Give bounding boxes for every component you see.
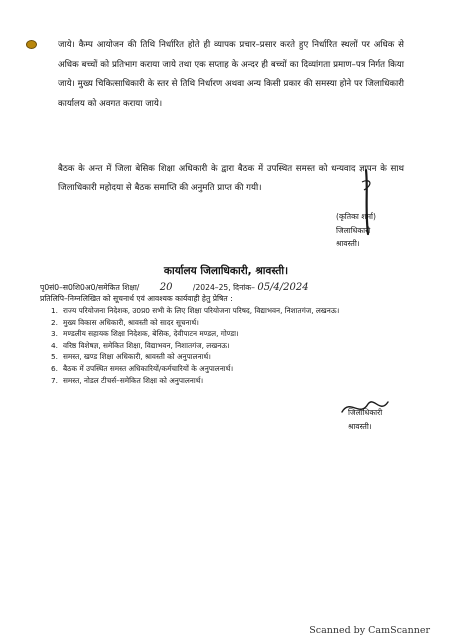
list-item: 4. वरिष्ठ विशेषज्ञ, समेकित शिक्षा, विद्याभवन, निशातगंज, लखनऊ। [51, 340, 230, 350]
reference-prefix: पृ0सं0–स0शि0अ0/समेकित शिक्षा/ [40, 283, 140, 292]
scanner-watermark: Scanned by CamScanner [309, 625, 430, 636]
list-item: 2. मुख्य विकास अधिकारी, श्रावस्ती को सादर सूचनार्थ। [51, 317, 199, 327]
signature-block-2 [348, 406, 428, 433]
list-item: 6. बैठक में उपस्थित समस्त अधिकारियों/कर्मचारियों के अनुपालनार्थ। [51, 363, 234, 373]
reference-date-handwritten: 05/4/2024 [257, 282, 309, 293]
reference-number-handwritten: 20 [159, 282, 173, 293]
list-item: 5. समस्त, खण्ड शिक्षा अधिकारी, श्रावस्ती को अनुपालनार्थ। [51, 352, 211, 362]
paragraph-1: जाये। कैम्प आयोजन की तिथि निर्धारित होते ही व्यापक प्रचार–प्रसार करते हुए निर्धारित स्थलों पर अधिक से अधिक बच्चों को प्रतिभाग कराया जाये तथा एक सप्ताह के अन्दर ही बच्चों का दिव्यांगता प्रमाण–पत्र निर्गत किया जाये। मुख्य चिकित्साधिकारी के स्तर से तिथि निर्धारण अथवा अन्य किसी प्रकार की समस्या होने पर जिलाधिकारी कार्यालय को अवगत कराया जाये। [58, 40, 404, 109]
recipient-list [40, 305, 385, 386]
signatory-designation: जिलाधिकारी [348, 408, 383, 417]
list-item: 7. समस्त, नोडल टीचर्स–समेकित शिक्षा को अनुपालनार्थ। [51, 375, 204, 385]
office-title: कार्यालय जिलाधिकारी, श्रावस्ती। [163, 265, 289, 277]
signatory-place: श्रावस्ती। [348, 421, 372, 431]
signatory-place: श्रावस्ती। [336, 239, 360, 248]
list-item: 1. राज्य परियोजना निदेशक, उ0प्र0 सभी के लिए शिक्षा परियोजना परिषद, विद्याभवन, निशातगंज, लखनऊ। [51, 306, 340, 315]
paragraph-2: बैठक के अन्त में जिला बेसिक शिक्षा अधिकारी के द्वारा बैठक में उपस्थित समस्त को धन्यवाद ज्ञापन के साथ जिलाधिकारी महोदया से बैठक समाप्ति की अनुमति प्राप्त की गयी। [58, 164, 404, 193]
reference-year-date-label: /2024–25, दिनांक– [192, 283, 255, 292]
copy-to-line: प्रतिलिपि–निम्नलिखित को सूचनार्थ एवं आवश्यक कार्यवाही हेतु प्रेषित : [40, 294, 233, 303]
list-item: 3. मण्डलीय सहायक शिक्षा निदेशक, बेसिक, देवीपाटन मण्डल, गोण्डा। [51, 329, 239, 339]
signature-block-1 [336, 210, 416, 251]
signatory-designation: जिलाधिकारी [336, 225, 371, 235]
signatory-name: (कृतिका शर्मा) [336, 212, 376, 221]
pin-mark [26, 40, 37, 49]
